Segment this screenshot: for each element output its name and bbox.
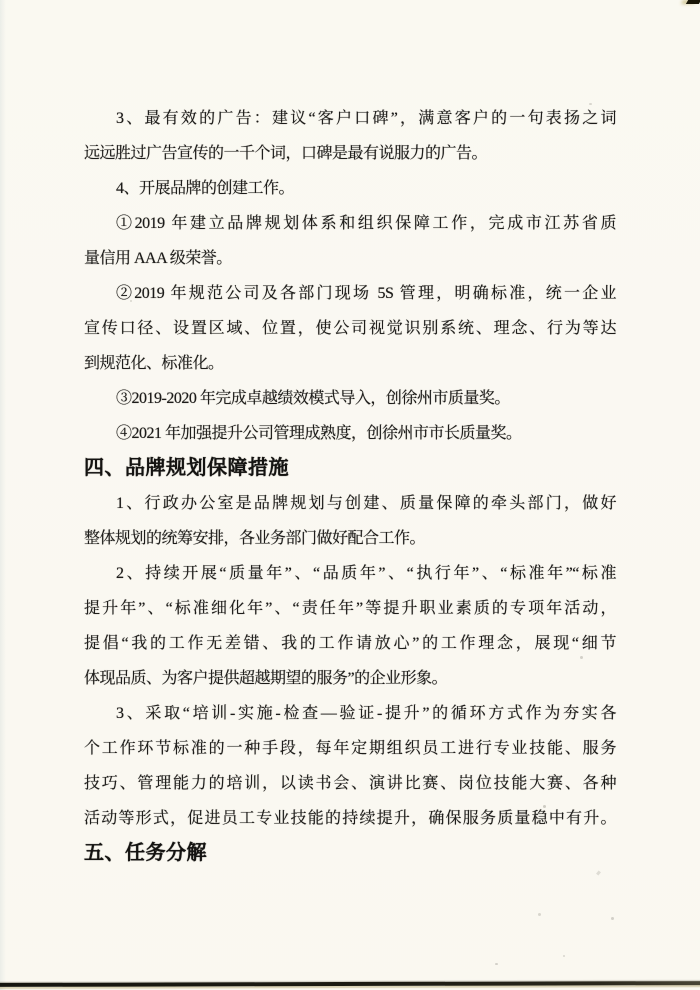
body-line: 提倡“我的工作无差错、我的工作请放心”的工作理念，展现“细节	[84, 635, 616, 652]
scan-speck	[538, 913, 541, 916]
scan-speck	[580, 656, 583, 659]
body-line: 体现品质、为客户提供超越期望的服务”的企业形象。	[84, 670, 448, 687]
scan-speck	[611, 917, 614, 920]
body-line: 技巧、管理能力的培训，以读书会、演讲比赛、岗位技能大赛、各种	[84, 775, 616, 792]
scan-speck	[495, 963, 498, 965]
scan-speck	[589, 103, 592, 105]
body-line: 1、行政办公室是品牌规划与创建、质量保障的牵头部门，做好	[116, 495, 616, 512]
body-line: 整体规划的统筹安排，各业务部门做好配合工作。	[84, 530, 426, 547]
scan-edge-tint	[0, 0, 6, 990]
scan-speck	[344, 216, 347, 219]
body-line: 到规范化、标准化。	[84, 355, 224, 372]
body-line: 宣传口径、设置区域、位置，使公司视觉识别系统、理念、行为等达	[84, 320, 616, 337]
body-line: 3、采取“培训-实施-检查—验证-提升”的循环方式作为夯实各	[116, 705, 616, 722]
body-line: 提升年”、“标准细化年”、“责任年”等提升职业素质的专项年活动，	[84, 600, 616, 617]
body-line: 远远胜过广告宣传的一千个词，口碑是最有说服力的广告。	[84, 145, 488, 162]
section-heading-5: 五、任务分解	[84, 842, 207, 864]
scan-artifact-corner	[686, 0, 700, 4]
body-line: 活动等形式，促进员工专业技能的持续提升，确保服务质量稳中有升。	[84, 810, 616, 827]
scan-speck	[596, 871, 601, 876]
section-heading-4: 四、品牌规划保障措施	[84, 457, 289, 479]
scan-speck	[543, 805, 546, 808]
scan-speck	[130, 300, 132, 302]
scan-speck	[563, 955, 565, 957]
body-line: 2、持续开展“质量年”、“品质年”、“执行年”、“标准年”“标准	[116, 565, 616, 582]
body-line: ④2021 年加强提升公司管理成熟度，创徐州市市长质量奖。	[116, 425, 522, 442]
body-line: ③2019-2020 年完成卓越绩效模式导入，创徐州市质量奖。	[116, 390, 510, 407]
document-text-block	[84, 101, 616, 871]
body-line: 量信用 AAA 级荣誉。	[84, 250, 232, 267]
body-line: 3、最有效的广告：建议“客户口碑”，满意客户的一句表扬之词	[116, 110, 616, 127]
scan-artifact-bottom-edge	[0, 981, 700, 987]
body-line: ①2019 年建立品牌规划体系和组织保障工作，完成市江苏省质	[116, 215, 616, 232]
body-line: 4、开展品牌的创建工作。	[116, 180, 295, 197]
body-line: ②2019 年规范公司及各部门现场 5S 管理，明确标准，统一企业	[116, 285, 616, 302]
body-line: 个工作环节标准的一种手段，每年定期组织员工进行专业技能、服务	[84, 740, 616, 757]
